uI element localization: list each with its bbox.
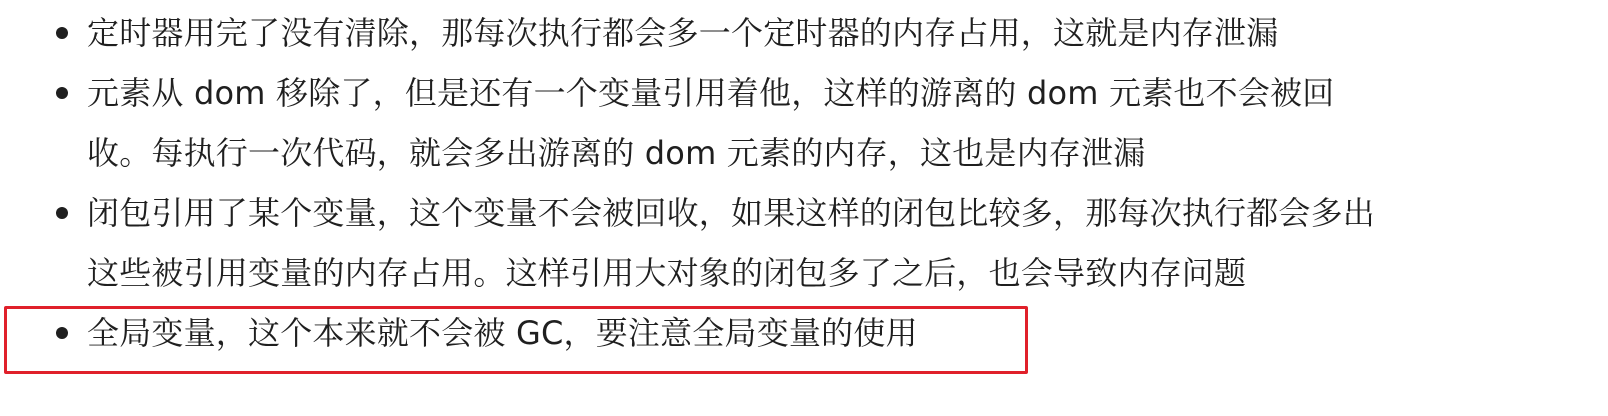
list-item-text: 全局变量，这个本来就不会被 GC，要注意全局变量的使用 <box>87 314 918 352</box>
highlight-box <box>4 306 1028 374</box>
bullet-dot <box>56 207 68 219</box>
list-item-text: 定时器用完了没有清除，那每次执行都会多一个定时器的内存占用，这就是内存泄漏 <box>87 14 1279 52</box>
bullet-dot <box>56 87 68 99</box>
list-item-text-continued: 这些被引用变量的内存占用。这样引用大对象的闭包多了之后，也会导致内存问题 <box>87 254 1247 292</box>
list-item-text-continued: 收。每执行一次代码，就会多出游离的 dom 元素的内存，这也是内存泄漏 <box>87 134 1146 172</box>
list-item-text: 闭包引用了某个变量，这个变量不会被回收，如果这样的闭包比较多，那每次执行都会多出 <box>87 194 1376 232</box>
list-item-text: 元素从 dom 移除了，但是还有一个变量引用着他，这样的游离的 dom 元素也不会被回 <box>87 74 1335 112</box>
bullet-dot <box>56 27 68 39</box>
